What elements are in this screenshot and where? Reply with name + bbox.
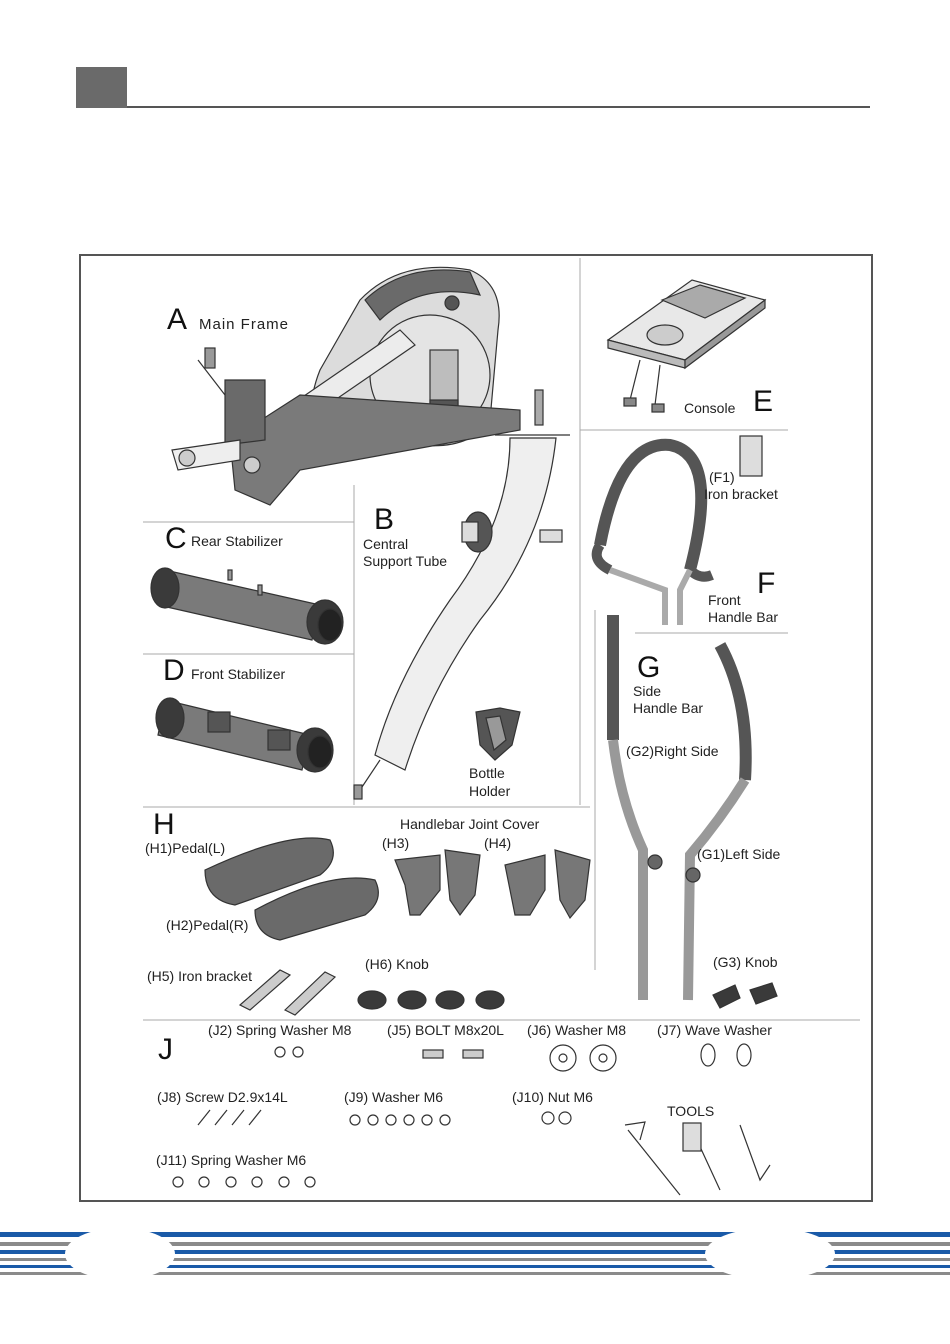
part-b-letter: B bbox=[374, 503, 395, 536]
part-d-letter: D bbox=[163, 654, 185, 687]
main-frame-drawing bbox=[172, 267, 520, 505]
part-g-name-line1: Side bbox=[633, 683, 662, 699]
h6-knobs-drawing bbox=[358, 991, 504, 1009]
part-e-letter: E bbox=[753, 385, 774, 418]
iron-brackets-drawing bbox=[240, 970, 335, 1015]
part-d-name: Front Stabilizer bbox=[191, 666, 286, 682]
part-h-letter: H bbox=[153, 808, 175, 841]
part-f1-line2: Iron bracket bbox=[704, 486, 778, 502]
part-j5-label: (J5) BOLT M8x20L bbox=[387, 1022, 504, 1038]
side-handle-bars-drawing bbox=[613, 615, 746, 1000]
part-f-name-line1: Front bbox=[708, 592, 741, 608]
g3-knobs-drawing bbox=[713, 983, 777, 1008]
joint-cover-label: Handlebar Joint Cover bbox=[400, 816, 540, 832]
part-c-letter: C bbox=[165, 522, 187, 555]
hardware-drawing bbox=[173, 1044, 770, 1195]
section-dividers bbox=[143, 258, 860, 1020]
part-h1-label: (H1)Pedal(L) bbox=[145, 840, 226, 856]
bottle-holder-line1: Bottle bbox=[469, 765, 505, 781]
part-h3-label: (H3) bbox=[382, 835, 410, 851]
front-stabilizer-drawing bbox=[156, 698, 333, 772]
part-g2-label: (G2)Right Side bbox=[626, 743, 719, 759]
part-g-letter: G bbox=[637, 651, 661, 684]
bottle-holder-line2: Holder bbox=[469, 783, 511, 799]
part-j7-label: (J7) Wave Washer bbox=[657, 1022, 772, 1038]
part-h6-label: (H6) Knob bbox=[365, 956, 429, 972]
part-c-name: Rear Stabilizer bbox=[191, 533, 283, 549]
part-f-name-line2: Handle Bar bbox=[708, 609, 779, 625]
footer-stripes bbox=[0, 1228, 950, 1280]
part-j8-label: (J8) Screw D2.9x14L bbox=[157, 1089, 288, 1105]
part-h4-label: (H4) bbox=[484, 835, 512, 851]
rear-stabilizer-drawing bbox=[151, 568, 343, 644]
bottle-holder-drawing bbox=[476, 708, 520, 760]
tools-label: TOOLS bbox=[667, 1103, 715, 1119]
part-j11-label: (J11) Spring Washer M6 bbox=[156, 1152, 307, 1168]
part-j9-label: (J9) Washer M6 bbox=[344, 1089, 444, 1105]
part-e-name: Console bbox=[684, 400, 736, 416]
console-drawing bbox=[608, 280, 765, 412]
part-b-name-line2: Support Tube bbox=[363, 553, 448, 569]
part-a-name: Main Frame bbox=[199, 316, 290, 333]
part-j2-label: (J2) Spring Washer M8 bbox=[208, 1022, 352, 1038]
part-g3-label: (G3) Knob bbox=[713, 954, 778, 970]
part-g1-label: (G1)Left Side bbox=[697, 846, 781, 862]
part-j6-label: (J6) Washer M8 bbox=[527, 1022, 627, 1038]
part-h5-label: (H5) Iron bracket bbox=[147, 968, 253, 984]
part-h2-label: (H2)Pedal(R) bbox=[166, 917, 249, 933]
part-f-letter: F bbox=[757, 567, 776, 600]
part-f1-line1: (F1) bbox=[709, 469, 735, 485]
joint-covers-drawing bbox=[395, 850, 590, 918]
part-j10-label: (J10) Nut M6 bbox=[512, 1089, 593, 1105]
part-b-name-line1: Central bbox=[363, 536, 409, 552]
part-a-letter: A bbox=[167, 303, 188, 336]
part-j-letter: J bbox=[158, 1033, 173, 1066]
part-g-name-line2: Handle Bar bbox=[633, 700, 704, 716]
